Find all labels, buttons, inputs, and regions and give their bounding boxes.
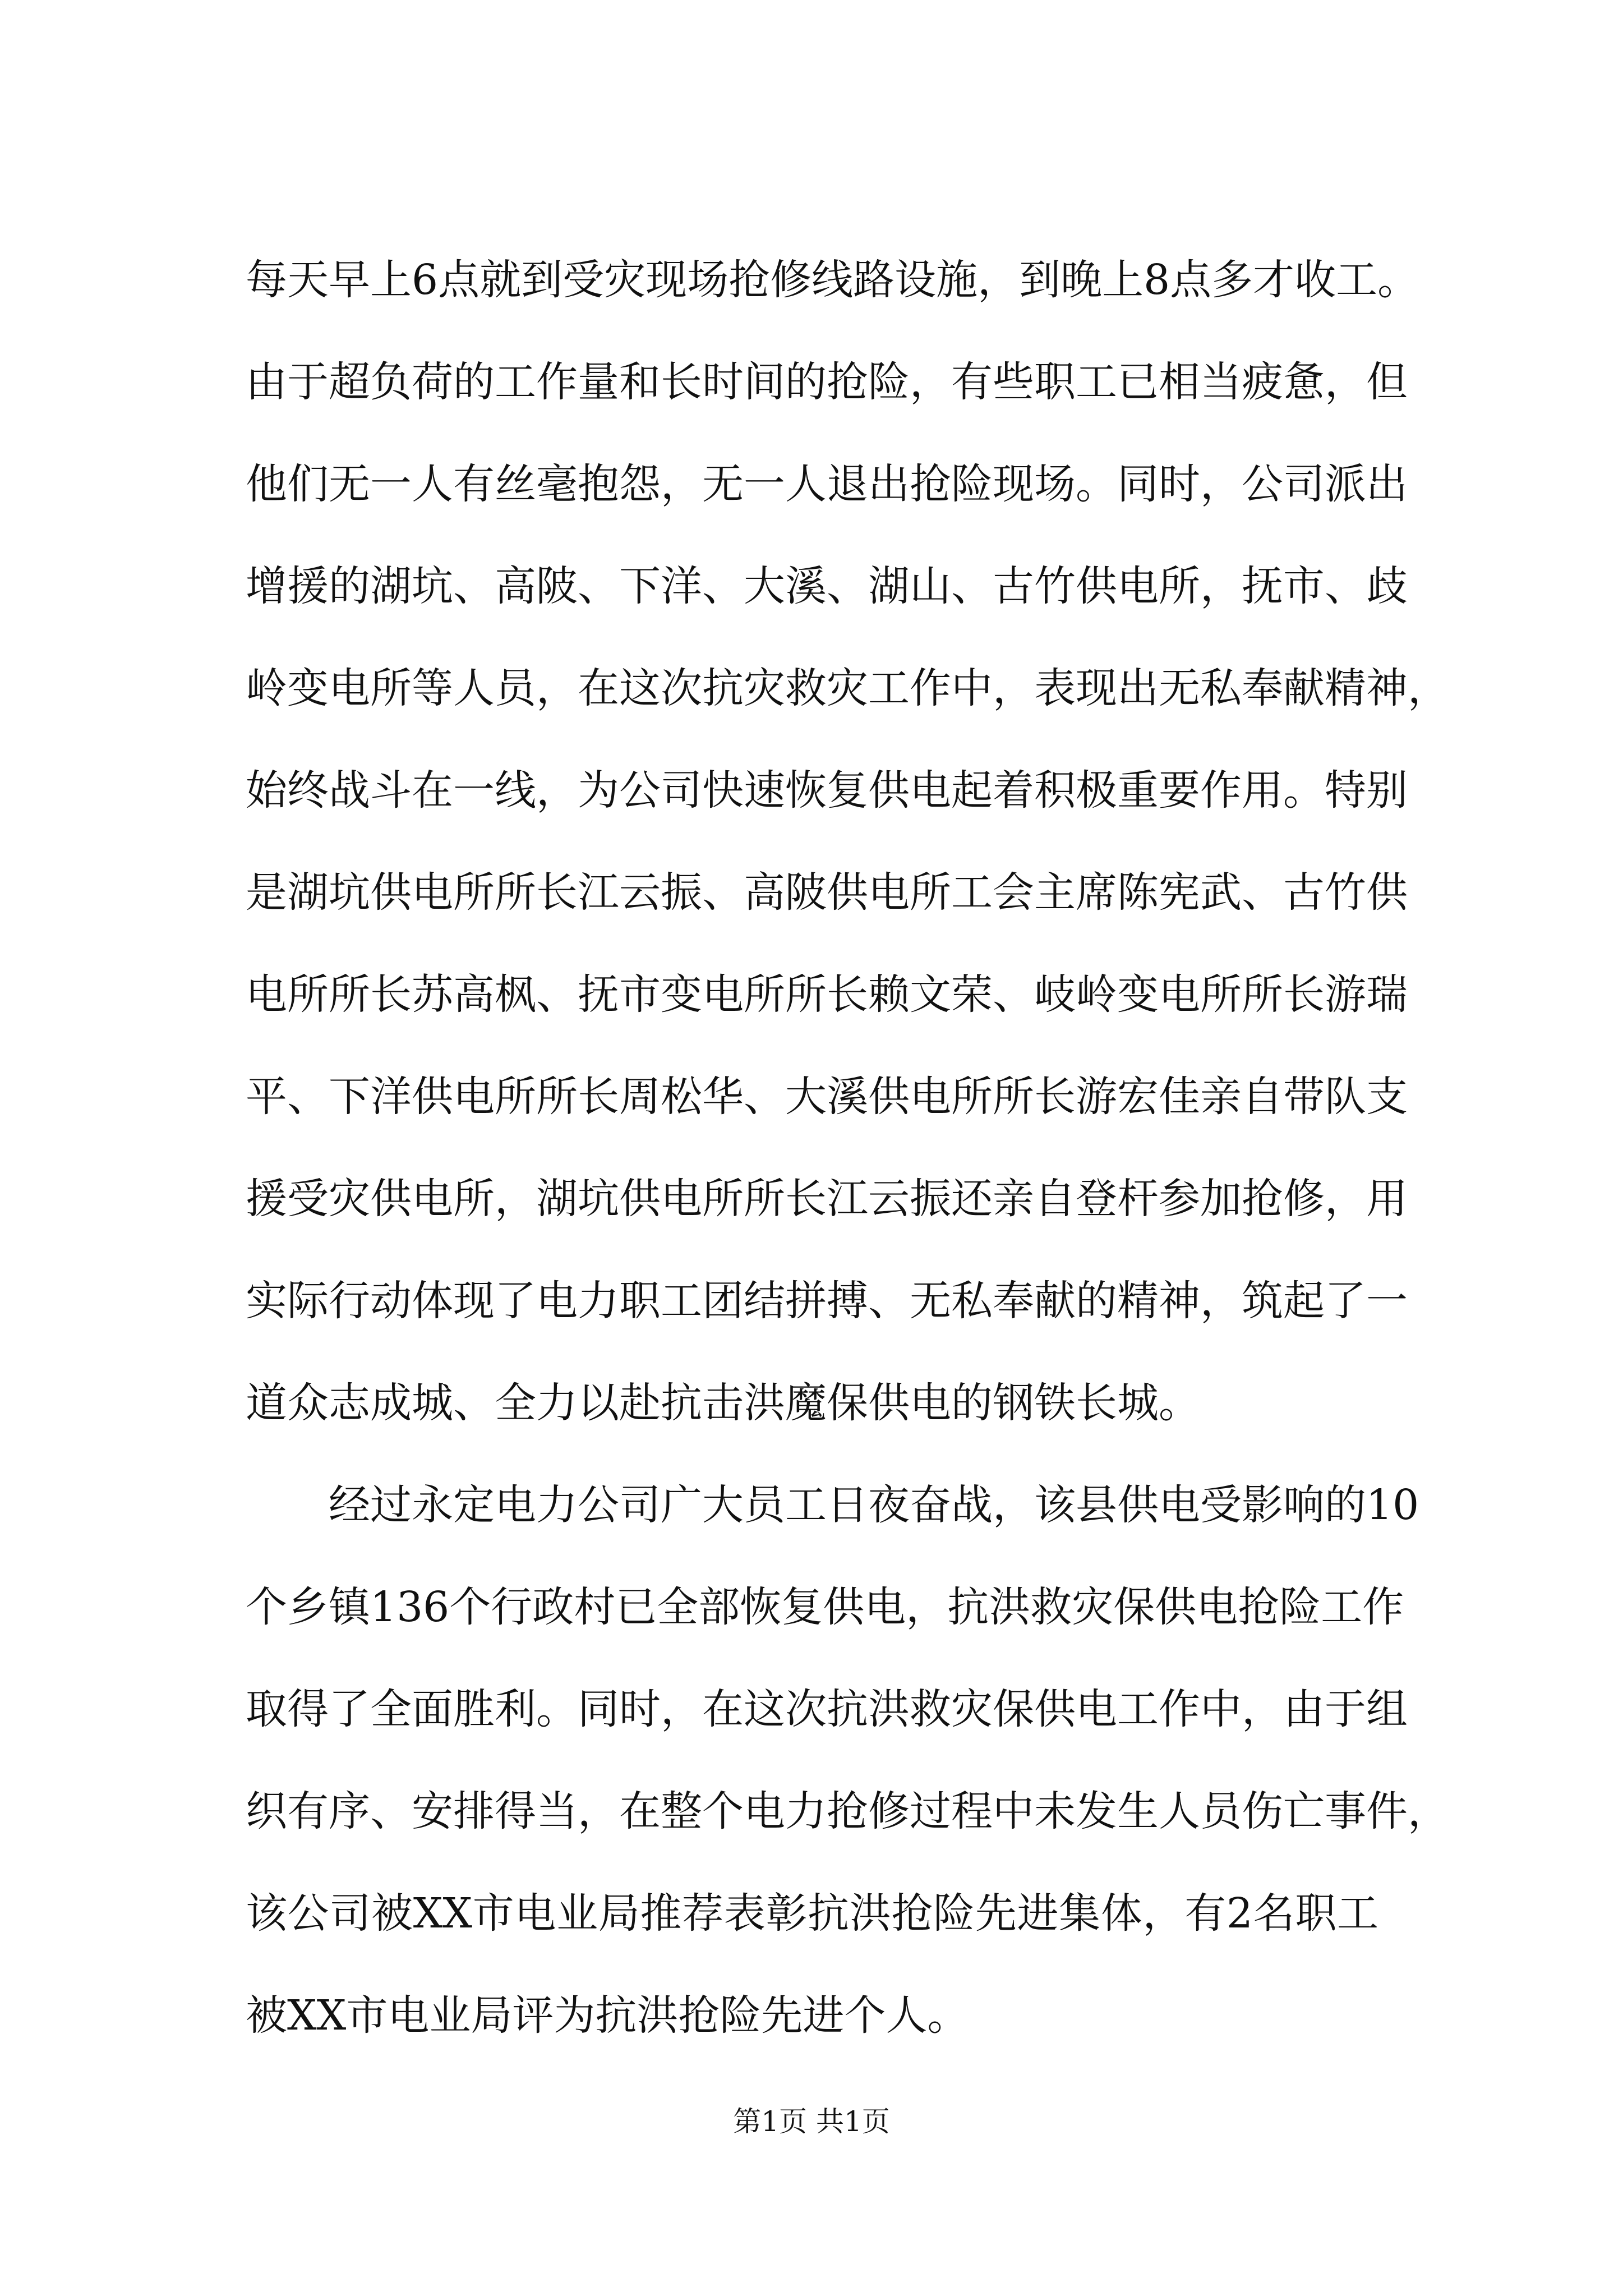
text-line: 个乡镇136个行政村已全部恢复供电，抗洪救灾保供电抢险工作 [246, 1583, 1404, 1631]
text-line: 每天早上6点就到受灾现场抢修线路设施，到晚上8点多才收工。 [246, 256, 1419, 304]
text-line: 由于超负荷的工作量和长时间的抢险，有些职工已相当疲惫，但 [246, 358, 1408, 406]
text-line: 电所所长苏高枫、抚市变电所所长赖文荣、岐岭变电所所长游瑞 [246, 970, 1408, 1019]
text-line: 实际行动体现了电力职工团结拼搏、无私奉献的精神，筑起了一 [246, 1277, 1408, 1325]
text-line: 该公司被XX市电业局推荐表彰抗洪抢险先进集体，有2名职工 [246, 1889, 1378, 1938]
text-line: 经过永定电力公司广大员工日夜奋战，该县供电受影响的10 [329, 1481, 1419, 1529]
text-line: 他们无一人有丝毫抱怨，无一人退出抢险现场。同时，公司派出 [246, 460, 1408, 508]
text-line: 道众志成城、全力以赴抗击洪魔保供电的钢铁长城。 [246, 1379, 1200, 1427]
text-line: 始终战斗在一线，为公司快速恢复供电起着积极重要作用。特别 [246, 766, 1408, 815]
text-line: 织有序、安排得当，在整个电力抢修过程中未发生人员伤亡事件， [246, 1787, 1449, 1835]
paragraph-1 [246, 229, 1449, 1454]
paragraph-2 [246, 1454, 1449, 2067]
text-line: 援受灾供电所，湖坑供电所所长江云振还亲自登杆参加抢修，用 [246, 1175, 1408, 1223]
text-line: 被XX市电业局评为抗洪抢险先进个人。 [246, 1991, 969, 2040]
text-line: 岭变电所等人员，在这次抗灾救灾工作中，表现出无私奉献精神， [246, 664, 1449, 712]
document-body [246, 229, 1449, 2067]
text-line: 是湖坑供电所所长江云振、高陂供电所工会主席陈宪武、古竹供 [246, 868, 1408, 917]
text-line: 平、下洋供电所所长周松华、大溪供电所所长游宏佳亲自带队支 [246, 1073, 1408, 1121]
page-number-footer: 第1页 共1页 [733, 2105, 890, 2138]
text-line: 取得了全面胜利。同时，在这次抗洪救灾保供电工作中，由于组 [246, 1685, 1408, 1733]
text-line: 增援的湖坑、高陂、下洋、大溪、湖山、古竹供电所，抚市、歧 [246, 562, 1408, 610]
